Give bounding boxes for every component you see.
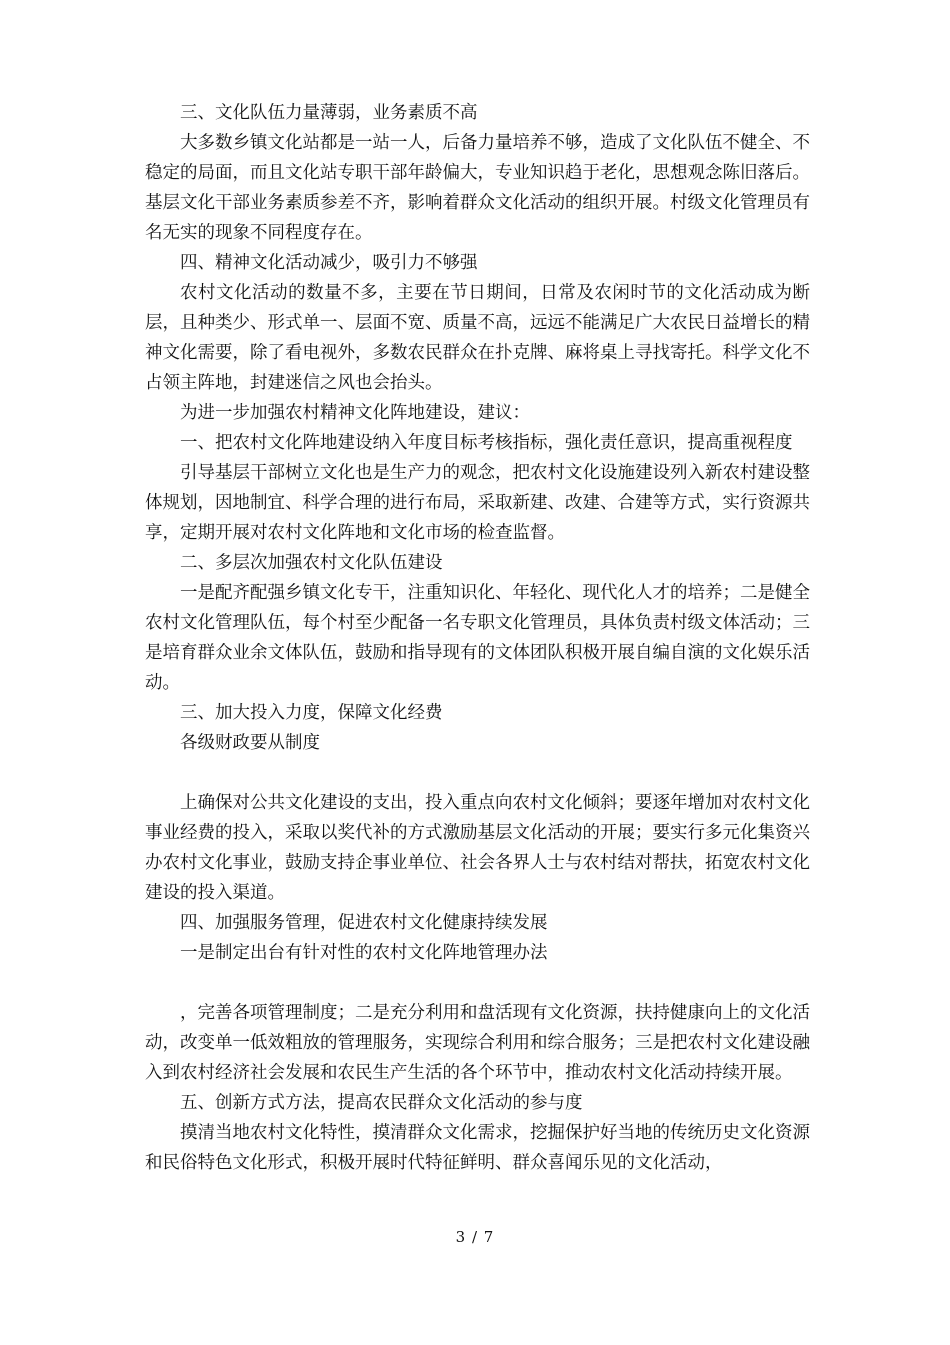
section-heading: 四、精神文化活动减少，吸引力不够强 [180, 253, 478, 273]
section-heading: 三、文化队伍力量薄弱，业务素质不高 [180, 103, 478, 123]
body-paragraph: 上确保对公共文化建设的支出，投入重点向农村文化倾斜；要逐年增加对农村文化事业经费的投入，采取以奖代补的方式激励基层文化活动的开展；要实行多元化集资兴办农村文化事业，鼓励支持企事业单位、社会各界人士与农村结对帮扶，拓宽农村文化建设的投入渠道。 [145, 793, 810, 903]
body-paragraph: 引导基层干部树立文化也是生产力的观念，把农村文化设施建设列入新农村建设整体规划，因地制宜、科学合理的进行布局，采取新建、改建、合建等方式，实行资源共享，定期开展对农村文化阵地和文化市场的检查监督。 [145, 463, 810, 543]
body-paragraph: 一是制定出台有针对性的农村文化阵地管理办法 [180, 943, 548, 963]
body-paragraph: 各级财政要从制度 [180, 733, 320, 753]
body-paragraph: 一是配齐配强乡镇文化专干，注重知识化、年轻化、现代化人才的培养；二是健全农村文化管理队伍，每个村至少配备一名专职文化管理员，具体负责村级文体活动；三是培育群众业余文体队伍，鼓励和指导现有的文体团队积极开展自编自演的文化娱乐活动。 [145, 583, 810, 693]
paragraph-gap [145, 758, 810, 788]
section-heading: 一、把农村文化阵地建设纳入年度目标考核指标，强化责任意识，提高重视程度 [180, 433, 793, 453]
body-paragraph: 大多数乡镇文化站都是一站一人，后备力量培养不够，造成了文化队伍不健全、不稳定的局面，而且文化站专职干部年龄偏大，专业知识趋于老化，思想观念陈旧落后。基层文化干部业务素质参差不齐，影响着群众文化活动的组织开展。村级文化管理员有名无实的现象不同程度存在。 [145, 133, 810, 243]
section-heading: 五、创新方式方法，提高农民群众文化活动的参与度 [180, 1093, 583, 1113]
body-paragraph: 为进一步加强农村精神文化阵地建设，建议： [180, 403, 530, 423]
section-heading: 二、多层次加强农村文化队伍建设 [180, 553, 443, 573]
body-paragraph: ，完善各项管理制度；二是充分利用和盘活现有文化资源，扶持健康向上的文化活动，改变单一低效粗放的管理服务，实现综合利用和综合服务；三是把农村文化建设融入到农村经济社会发展和农民生产生活的各个环节中，推动农村文化活动持续开展。 [145, 1003, 810, 1083]
section-heading: 三、加大投入力度，保障文化经费 [180, 703, 443, 723]
body-paragraph: 农村文化活动的数量不多，主要在节日期间，日常及农闲时节的文化活动成为断层，且种类少、形式单一、层面不宽、质量不高，远远不能满足广大农民日益增长的精神文化需要，除了看电视外，多数农民群众在扑克牌、麻将桌上寻找寄托。科学文化不占领主阵地，封建迷信之风也会抬头。 [145, 283, 810, 393]
body-paragraph: 摸清当地农村文化特性，摸清群众文化需求，挖掘保护好当地的传统历史文化资源和民俗特色文化形式，积极开展时代特征鲜明、群众喜闻乐见的文化活动， [145, 1123, 810, 1173]
paragraph-gap [145, 968, 810, 998]
document-body [145, 98, 810, 1178]
page-number: 3 / 7 [455, 1228, 495, 1246]
section-heading: 四、加强服务管理，促进农村文化健康持续发展 [180, 913, 548, 933]
